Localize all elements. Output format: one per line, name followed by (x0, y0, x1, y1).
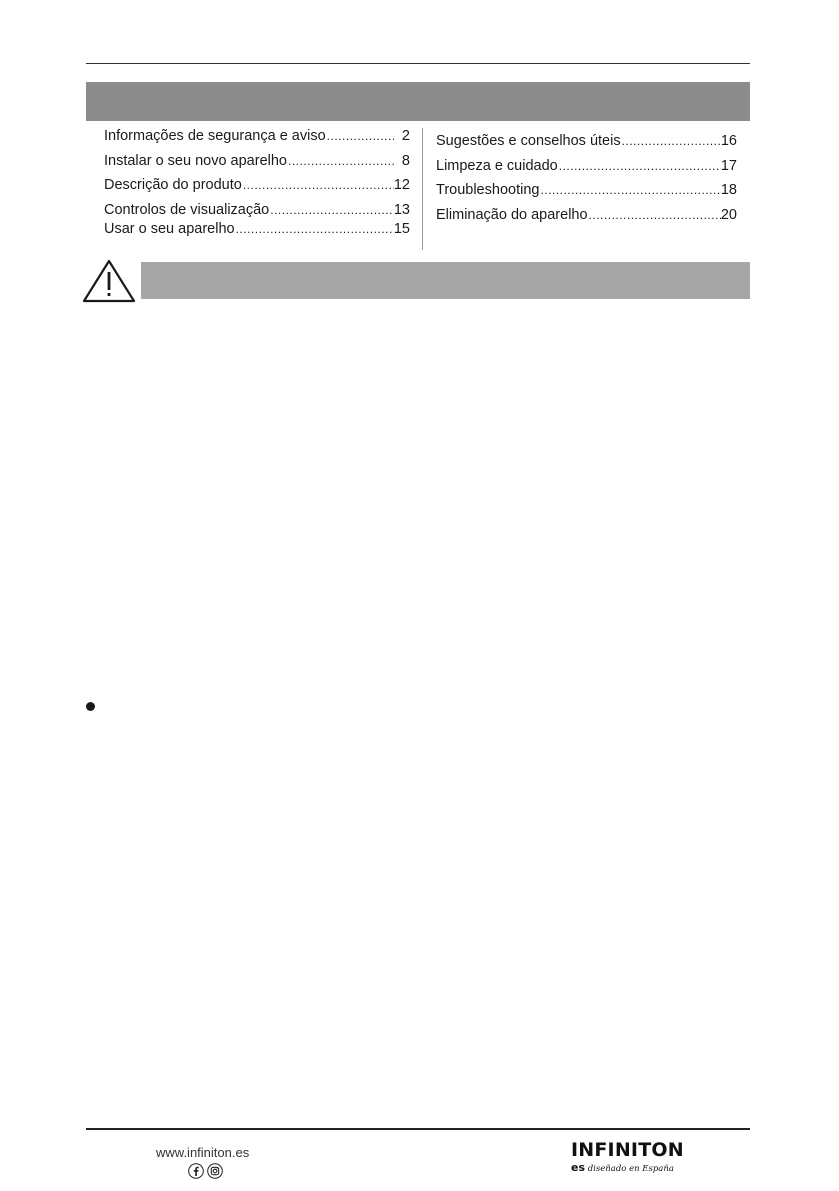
warning-triangle-icon (81, 258, 137, 304)
brand-tag-prefix: es (571, 1161, 586, 1174)
toc-right-column (436, 133, 737, 232)
toc-leader (588, 208, 721, 222)
toc-entry-page: 15 (393, 220, 410, 237)
toc-entry-label: Instalar o seu novo aparelho (104, 152, 287, 169)
toc-entry[interactable] (104, 221, 410, 241)
toc-leader (326, 129, 394, 143)
toc-entry-label: Eliminação do aparelho (436, 207, 588, 224)
instagram-icon[interactable] (207, 1163, 223, 1179)
toc-entry-page: 12 (393, 177, 410, 194)
toc-entry-page: 20 (720, 207, 737, 224)
toc-entry-page: 18 (720, 182, 737, 199)
social-icons (188, 1163, 223, 1179)
toc-entry[interactable] (436, 207, 737, 232)
toc-entry-label: Usar o seu aparelho (104, 220, 235, 237)
toc-entry-label: Limpeza e cuidado (436, 157, 558, 174)
toc-left-column (104, 128, 410, 241)
website-link[interactable]: www.infiniton.es (156, 1145, 250, 1160)
bottom-rule (86, 1128, 750, 1130)
toc-entry[interactable] (436, 158, 737, 183)
toc-entry-label: Controlos de visualização (104, 202, 270, 219)
facebook-icon[interactable] (188, 1163, 204, 1179)
toc-entry-label: Informações de segurança e aviso (104, 128, 326, 144)
toc-entry[interactable] (436, 182, 737, 207)
toc-entry-page: 13 (393, 202, 410, 219)
toc-leader (621, 134, 721, 148)
toc-leader (539, 183, 720, 197)
toc-entry[interactable] (104, 128, 410, 153)
toc-entry-label: Descrição do produto (104, 177, 242, 194)
toc-entry-page: 16 (720, 133, 737, 149)
toc-entry[interactable] (104, 153, 410, 178)
toc-leader (269, 203, 394, 217)
toc-entry-page: 2 (401, 128, 410, 144)
toc-entry[interactable] (104, 177, 410, 202)
toc-entry-label: Sugestões e conselhos úteis (436, 133, 621, 149)
brand-name: INFINITON (571, 1139, 684, 1161)
toc-leader (287, 154, 394, 168)
brand-tagline (571, 1161, 675, 1174)
toc-leader (235, 222, 394, 236)
toc-entry-label: Troubleshooting (436, 182, 540, 199)
toc-entry-page: 17 (720, 157, 737, 174)
toc-entry[interactable] (436, 133, 737, 158)
toc-entry-page: 8 (401, 152, 410, 169)
brand-tag-text: diseñado en España (587, 1164, 674, 1174)
toc-divider (422, 128, 423, 250)
top-rule (86, 63, 750, 64)
safety-header-bar (141, 262, 750, 299)
brand-logo (571, 1139, 684, 1174)
toc-leader (558, 159, 721, 173)
toc-header-bar (86, 82, 750, 121)
toc-leader (242, 178, 394, 192)
bullet-point (86, 702, 95, 711)
